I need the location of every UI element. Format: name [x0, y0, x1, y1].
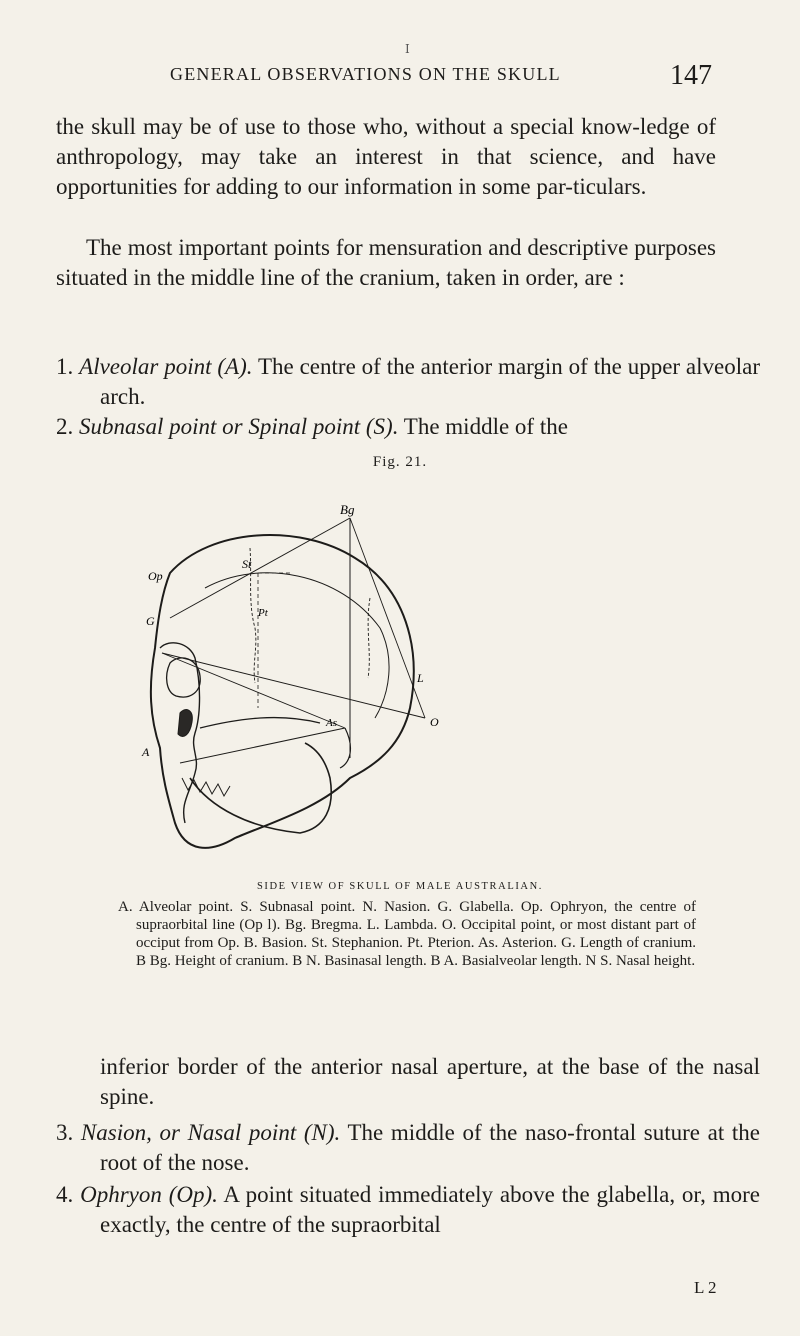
temporal-line [205, 573, 389, 718]
label-l: L [417, 671, 424, 685]
figure-label: Fig. 21. [372, 454, 428, 470]
label-a: A [142, 745, 150, 759]
item-text: The middle of the [398, 414, 568, 439]
item-term: Nasion, or Nasal point (N). [80, 1120, 341, 1145]
item-number: 4. [56, 1182, 74, 1207]
continuation-paragraph: inferior border of the anterior nasal aperture, at the base of the nasal spine. [100, 1054, 760, 1109]
signature-mark: L 2 [694, 1278, 717, 1297]
op-line [170, 518, 350, 618]
lambdoid-suture [368, 598, 370, 678]
running-title: GENERAL OBSERVATIONS ON THE SKULL [170, 64, 561, 84]
item-number: 1. [56, 354, 74, 379]
figure-caption: A. Alveolar point. S. Subnasal point. N. Nasion. G. Glabella. Op. Ophryon, the centre of supraorbital line (Op l). Bg. Bregma. L. Lambda. O. Occipital point, or most distant part of occiput from Op. B. Basion. St. Stephanion. Pt. Pterion. As. Asterion. G. Length of cranium. B Bg. Height of cranium. B N. Basinasal length. B A. Basialveolar length. N S. Nasal height. [118, 899, 696, 969]
list-item-nasion [56, 1118, 760, 1178]
item-number: 3. [56, 1120, 74, 1145]
mastoid [340, 728, 350, 768]
item-term: Alveolar point (A). [79, 354, 253, 379]
paragraph-2: The most important points for mensuration and descriptive purposes situated in the middle line of the cranium, taken in order, are : [56, 235, 716, 290]
length-line [162, 653, 425, 718]
list-item-alveolar-point [56, 352, 760, 412]
label-st: St [242, 557, 252, 571]
label-pt: Pt [258, 607, 268, 619]
zygomatic-arch [200, 718, 320, 728]
page-tick-mark: I [405, 42, 410, 56]
list-item-ophryon [56, 1180, 760, 1240]
basialveolar-line [180, 728, 345, 763]
item-term: Subnasal point or Spinal point (S). [79, 414, 399, 439]
running-head [80, 58, 720, 98]
item-term: Ophryon (Op). [80, 1182, 218, 1207]
label-bg: Bg [340, 502, 355, 517]
label-g: G [146, 614, 155, 628]
label-o: O [430, 715, 439, 729]
paragraph-1: the skull may be of use to those who, without a special know-ledge of anthropology, may take an interest in that science, and have opportunities for adding to our information in some par-ticulars. [56, 114, 716, 199]
bg-to-o-line [350, 518, 425, 718]
nasal-aperture [178, 710, 192, 737]
item-number: 2. [56, 414, 74, 439]
skull-figure [140, 478, 440, 878]
item-text: The middle of the naso-frontal suture at the root of the nose. [100, 1120, 760, 1175]
teeth [182, 778, 230, 796]
list-item-subnasal-point [56, 412, 760, 442]
item-text: A point situated immediately above the glabella, or, more exactly, the centre of the supraorbital [100, 1182, 761, 1237]
label-op: Op [148, 569, 163, 583]
orbit [167, 658, 201, 697]
label-as: As [326, 717, 337, 729]
item-text: The centre of the anterior margin of the upper alveolar arch. [100, 354, 760, 409]
page-number: 147 [670, 60, 712, 91]
figure-caption-title: SIDE VIEW OF SKULL OF MALE AUSTRALIAN. [256, 881, 544, 892]
